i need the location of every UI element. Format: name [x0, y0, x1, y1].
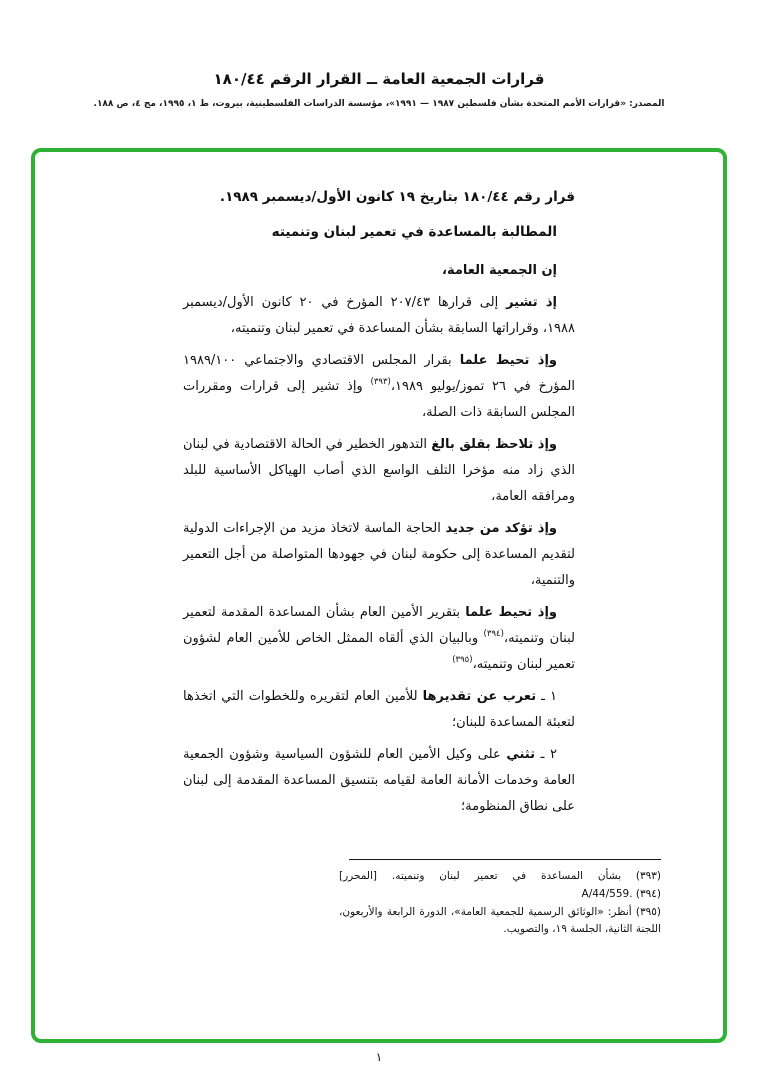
- paragraph-lead: تعرب عن تقديرها: [422, 689, 537, 704]
- footnote-393: (٣٩٣) بشأن المساعدة في تعمير لبنان وتنميته. [المحرر]: [339, 870, 661, 882]
- preamble-paragraph-5: [183, 600, 575, 678]
- paragraph-text: وإذ تشير إلى قرارات ومقررات المجلس السابقة ذات الصلة،: [183, 379, 575, 420]
- footnote-marker: (٣٩٥): [452, 655, 473, 665]
- operative-paragraph-2: [183, 742, 575, 820]
- paragraph-text: للأمين العام لتقريره وللخطوات التي اتخذها لتعبئة المساعدة للبنان؛: [183, 689, 575, 730]
- preamble-paragraph-2: [183, 348, 575, 426]
- resolution-title: قرار رقم ١٨٠/٤٤ بتاريخ ١٩ كانون الأول/ديسمبر ١٩٨٩.: [219, 189, 575, 205]
- paragraph-lead: تثني: [506, 747, 535, 762]
- paragraph-text: وبالبيان الذي ألقاه الممثل الخاص للأمين العام لشؤون تعمير لبنان وتنميته،: [183, 631, 575, 672]
- preamble-paragraph-3: [183, 432, 575, 510]
- page-header: [0, 0, 758, 109]
- operative-number: ٢ ـ: [534, 747, 557, 762]
- header-source-line: المصدر: «قرارات الأمم المتحدة بشأن فلسطين ١٩٨٧ — ١٩٩١»، مؤسسة الدراسات الفلسطينية، بيروت، ط ١، ١٩٩٥، مج ٤، ص ١٨٨.: [93, 99, 665, 109]
- paragraph-text: الحاجة الماسة لاتخاذ مزيد من الإجراءات الدولية لتقديم المساعدة إلى حكومة لبنان في جهودها المتواصلة من أجل التعمير والتنمية،: [183, 521, 575, 588]
- footnote-marker: (٣٩٤): [483, 629, 504, 639]
- resolution-subtitle: المطالبة بالمساعدة في تعمير لبنان وتنميته: [271, 224, 557, 240]
- header-title: قرارات الجمعية العامة ــ القرار الرقم ١٨٠/٤٤: [213, 70, 545, 88]
- footnote-395: (٣٩٥) أنظر: «الوثائق الرسمية للجمعية العامة»، الدورة الرابعة والأربعون، اللجنة الثانية، الجلسة ١٩، والتصويب.: [339, 906, 661, 935]
- resolution-text: [183, 184, 575, 826]
- paragraph-lead: وإذ تؤكد من جديد: [445, 521, 558, 536]
- paragraph-lead: إذ تشير: [506, 295, 557, 310]
- paragraph-text: التدهور الخطير في الحالة الاقتصادية في لبنان الذي زاد منه مؤخرا التلف الواسع الذي أصاب الهياكل الأساسية للبلد ومرافقه العامة،: [183, 437, 575, 504]
- preamble-paragraph-4: [183, 516, 575, 594]
- resolution-opening: إن الجمعية العامة،: [442, 263, 557, 278]
- paragraph-lead: وإذ تحيط علما: [459, 353, 557, 368]
- paragraph-text: على وكيل الأمين العام للشؤون السياسية وشؤون الجمعية العامة وخدمات الأمانة العامة لقيامه بتنسيق المساعدة المقدمة إلى لبنان على نطاق المنظومة؛: [183, 747, 575, 814]
- paragraph-lead: وإذ تحيط علما: [465, 605, 557, 620]
- footnote-separator: [349, 859, 661, 860]
- paragraph-lead: وإذ تلاحظ بقلق بالغ: [431, 437, 557, 452]
- footnotes-block: [339, 859, 661, 939]
- operative-paragraph-1: [183, 684, 575, 736]
- footnote-394: (٣٩٤) A/44/559.‎: [581, 888, 661, 900]
- page-number: ١: [375, 1050, 383, 1064]
- paragraph-text: إلى قرارها ٢٠٧/٤٣ المؤرخ في ٢٠ كانون الأول/ديسمبر ١٩٨٨، وقراراتها السابقة بشأن المساعدة في تعمير لبنان وتنميته،: [183, 295, 575, 336]
- resolution-box: [31, 148, 727, 1043]
- footnote-marker: (٣٩٣): [370, 377, 391, 387]
- paragraph-text: بتقرير الأمين العام بشأن المساعدة المقدمة لتعمير لبنان وتنميته،: [183, 605, 575, 646]
- preamble-paragraph-1: [183, 290, 575, 342]
- operative-number: ١ ـ: [536, 689, 558, 704]
- paragraph-text: بقرار المجلس الاقتصادي والاجتماعي ١٩٨٩/١٠٠ المؤرخ في ٢٦ تموز/يوليو ١٩٨٩،: [183, 353, 575, 394]
